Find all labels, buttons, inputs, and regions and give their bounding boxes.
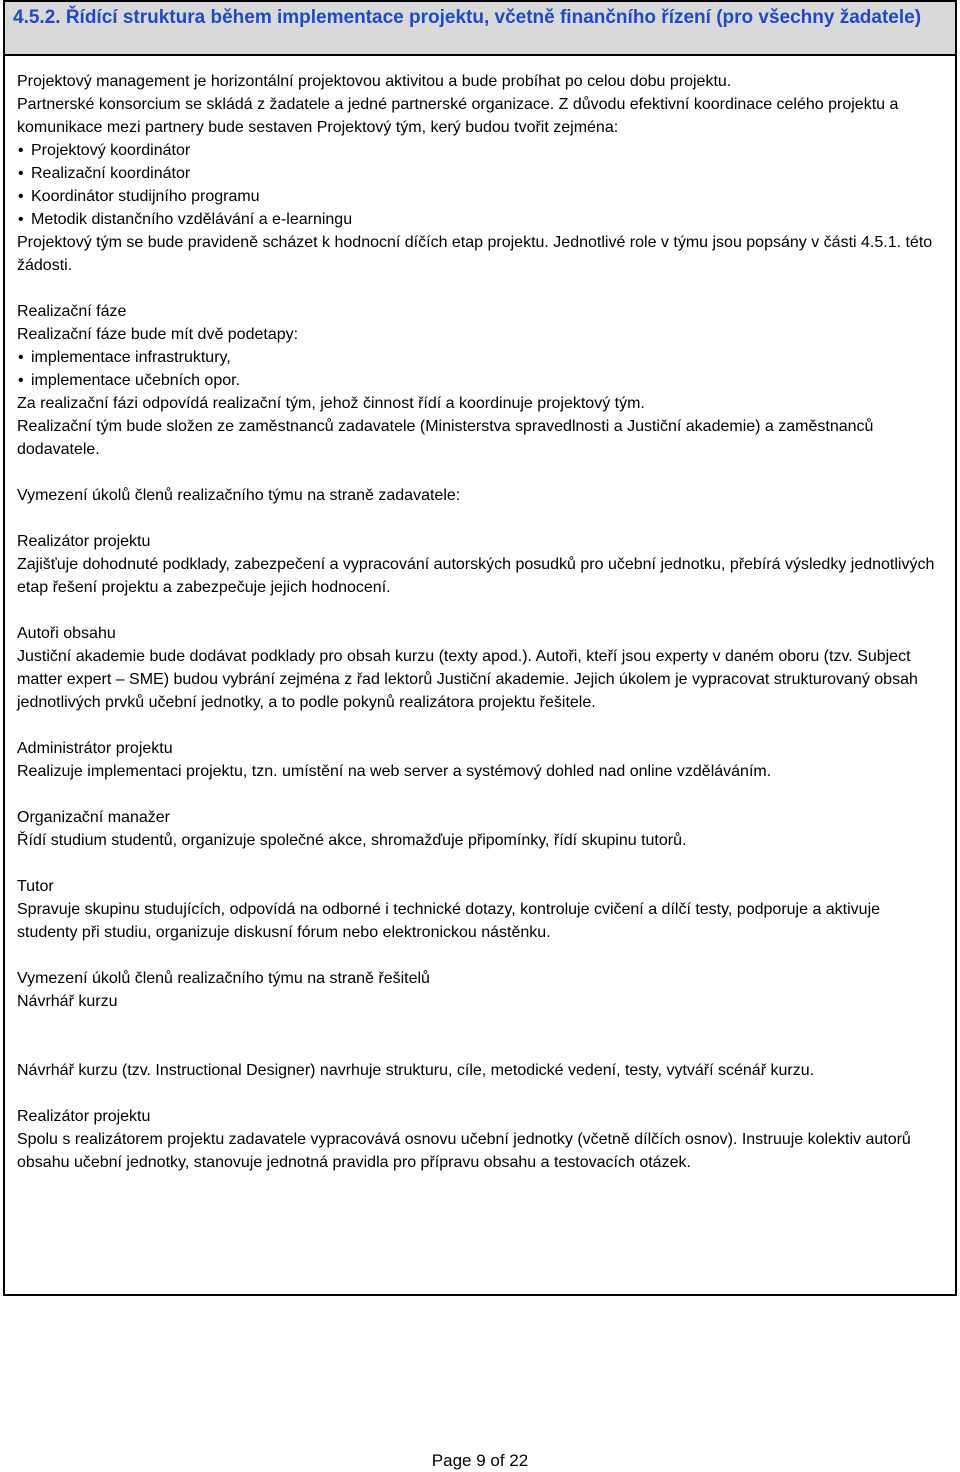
section-frame xyxy=(3,0,957,1296)
role-description: Spolu s realizátorem projektu zadavatele vypracovává osnovu učební jednotky (včetně dílčích osnov). Instruuje kolektiv autorů obsahu učební jednotky, stanovuje jednotná pravidla pro přípravu obsahu a testovacích otázek. xyxy=(17,1131,911,1171)
page-footer xyxy=(0,1451,960,1471)
role-name: Organizační manažer xyxy=(17,809,170,826)
role-name: Autoři obsahu xyxy=(17,625,116,642)
zadavatel-title: Vymezení úkolů členů realizačního týmu na straně zadavatele: xyxy=(17,487,461,504)
section-heading xyxy=(5,2,955,56)
role-description: Zajišťuje dohodnuté podklady, zabezpečení a vypracování autorských posudků pro učební jednotku, přebírá výsledky jednotlivých etap řešení projektu a zabezpečuje jejich hodnocení. xyxy=(17,556,935,596)
team-list xyxy=(17,139,943,231)
role-name: Administrátor projektu xyxy=(17,740,173,757)
role-name: Realizátor projektu xyxy=(17,533,151,550)
role-description: Realizuje implementaci projektu, tzn. umístění na web server a systémový dohled nad online vzděláváním. xyxy=(17,763,772,780)
phase-paragraph-1: Za realizační fázi odpovídá realizační tým, jehož činnost řídí a koordinuje projektový tým. xyxy=(17,395,645,412)
phase-list-item: • implementace infrastruktury, xyxy=(17,346,943,369)
section-body xyxy=(5,56,955,1174)
phase-list xyxy=(17,346,943,392)
team-list-item: • Metodik distančního vzdělávání a e-learningu xyxy=(17,208,943,231)
section-number: 4.5.2. xyxy=(13,7,61,28)
section-title: Řídící struktura během implementace projektu, včetně finančního řízení (pro všechny žadatele) xyxy=(65,7,922,28)
role-description: Spravuje skupinu studujících, odpovídá na odborné i technické dotazy, kontroluje cvičení a dílčí testy, podporuje a aktivuje studenty při studiu, organizuje diskusní fórum nebo elektronickou nástěnku. xyxy=(17,901,881,941)
role-name: Realizátor projektu xyxy=(17,1108,151,1125)
phase-title: Realizační fáze xyxy=(17,303,127,320)
intro-paragraph-1: Projektový management je horizontální projektovou aktivitou a bude probíhat po celou dobu projektu. xyxy=(17,73,732,90)
phase-paragraph-2: Realizační tým bude složen ze zaměstnanců zadavatele (Ministerstva spravedlnosti a Justiční akademie) a zaměstnanců dodavatele. xyxy=(17,418,874,458)
team-list-item: • Realizační koordinátor xyxy=(17,162,943,185)
intro-paragraph-3: Projektový tým se bude pravideně scházet k hodnocní díčích etap projektu. Jednotlivé role v týmu jsou popsány v části 4.5.1. této žádosti. xyxy=(17,234,933,274)
resitel-title: Vymezení úkolů členů realizačního týmu na straně řešitelů xyxy=(17,970,430,987)
team-list-item: • Koordinátor studijního programu xyxy=(17,185,943,208)
phase-list-item: • implementace učebních opor. xyxy=(17,369,943,392)
role-description: Návrhář kurzu (tzv. Instructional Designer) navrhuje strukturu, cíle, metodické vedení, testy, vytváří scénář kurzu. xyxy=(17,1062,815,1079)
role-description: Řídí studium studentů, organizuje společné akce, shromažďuje připomínky, řídí skupinu tutorů. xyxy=(17,832,687,849)
role-name: Tutor xyxy=(17,878,54,895)
page-number: Page 9 of 22 xyxy=(431,1451,529,1470)
role-name: Návrhář kurzu xyxy=(17,993,118,1010)
team-list-item: • Projektový koordinátor xyxy=(17,139,943,162)
phase-lead: Realizační fáze bude mít dvě podetapy: xyxy=(17,326,299,343)
role-description: Justiční akademie bude dodávat podklady pro obsah kurzu (texty apod.). Autoři, kteří jsou experty v daném oboru (tzv. Subject matter expert – SME) budou vybrání zejména z řad lektorů Justiční akademie. Jejich úkolem je vypracovat strukturovaný obsah jednotlivých prvků učební jednotky, a to podle pokynů realizátora projektu řešitele. xyxy=(17,648,918,711)
intro-paragraph-2: Partnerské konsorcium se skládá z žadatele a jedné partnerské organizace. Z důvodu efektivní koordinace celého projektu a komunikace mezi partnery bude sestaven Projektový tým, kerý budou tvořit zejména: xyxy=(17,96,899,136)
